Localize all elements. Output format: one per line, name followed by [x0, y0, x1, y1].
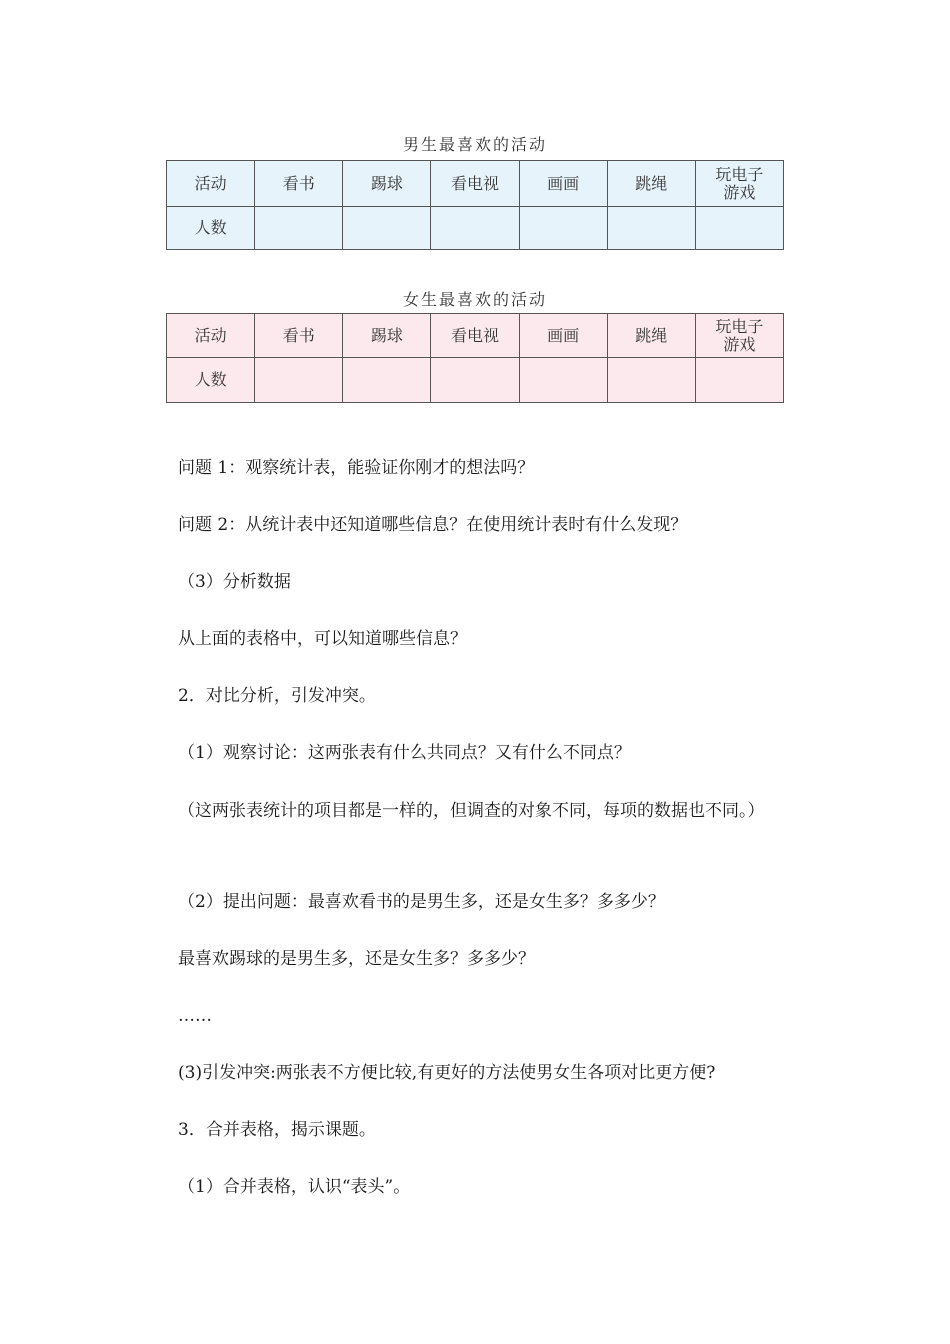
paragraph: 从上面的表格中，可以知道哪些信息？ — [178, 629, 467, 649]
header-cell: 画画 — [519, 161, 607, 207]
table-row — [167, 207, 784, 250]
data-cell — [255, 358, 343, 403]
data-cell — [695, 207, 783, 250]
data-cell — [343, 358, 431, 403]
header-cell: 活动 — [167, 314, 255, 358]
girls-activity-table — [166, 313, 784, 403]
header-cell: 踢球 — [343, 314, 431, 358]
table-header-row — [167, 314, 784, 358]
data-cell — [519, 207, 607, 250]
header-cell: 跳绳 — [607, 314, 695, 358]
header-cell: 看电视 — [431, 161, 519, 207]
data-cell — [255, 207, 343, 250]
paragraph-question-2: 问题 2：从统计表中还知道哪些信息？在使用统计表时有什么发现？ — [178, 515, 688, 535]
data-cell — [607, 358, 695, 403]
paragraph: （2）提出问题：最喜欢看书的是男生多，还是女生多？多多少？ — [178, 892, 665, 912]
header-cell: 活动 — [167, 161, 255, 207]
paragraph-question-1: 问题 1：观察统计表，能验证你刚才的想法吗？ — [178, 458, 535, 478]
row-label: 人数 — [167, 207, 255, 250]
header-cell: 画画 — [519, 314, 607, 358]
header-cell: 踢球 — [343, 161, 431, 207]
data-cell — [431, 358, 519, 403]
data-cell — [431, 207, 519, 250]
data-cell — [519, 358, 607, 403]
row-label: 人数 — [167, 358, 255, 403]
header-cell: 跳绳 — [607, 161, 695, 207]
paragraph: （1）观察讨论：这两张表有什么共同点？又有什么不同点？ — [178, 743, 631, 763]
paragraph-step-3: （3）分析数据 — [178, 572, 291, 592]
header-cell: 看电视 — [431, 314, 519, 358]
table-header-row — [167, 161, 784, 207]
paragraph: （1）合并表格，认识“表头”。 — [178, 1177, 411, 1197]
paragraph: (3)引发冲突:两张表不方便比较,有更好的方法使男女生各项对比更方便? — [178, 1063, 716, 1083]
paragraph: 最喜欢踢球的是男生多，还是女生多？多多少？ — [178, 949, 535, 969]
header-cell: 玩电子 游戏 — [695, 161, 783, 207]
boys-activity-table — [166, 160, 784, 250]
section-heading-3: 3．合并表格，揭示课题。 — [178, 1120, 376, 1140]
table-row — [167, 358, 784, 403]
table-caption-girls: 女生最喜欢的活动 — [402, 290, 547, 309]
header-cell: 看书 — [255, 314, 343, 358]
data-cell — [607, 207, 695, 250]
paragraph-answer: （这两张表统计的项目都是一样的，但调查的对象不同，每项的数据也不同。） — [178, 801, 765, 821]
data-cell — [343, 207, 431, 250]
ellipsis: …… — [178, 1006, 212, 1026]
section-heading-2: 2．对比分析，引发冲突。 — [178, 686, 376, 706]
header-cell: 玩电子 游戏 — [695, 314, 783, 358]
table-caption-boys: 男生最喜欢的活动 — [402, 135, 547, 154]
data-cell — [695, 358, 783, 403]
header-cell: 看书 — [255, 161, 343, 207]
